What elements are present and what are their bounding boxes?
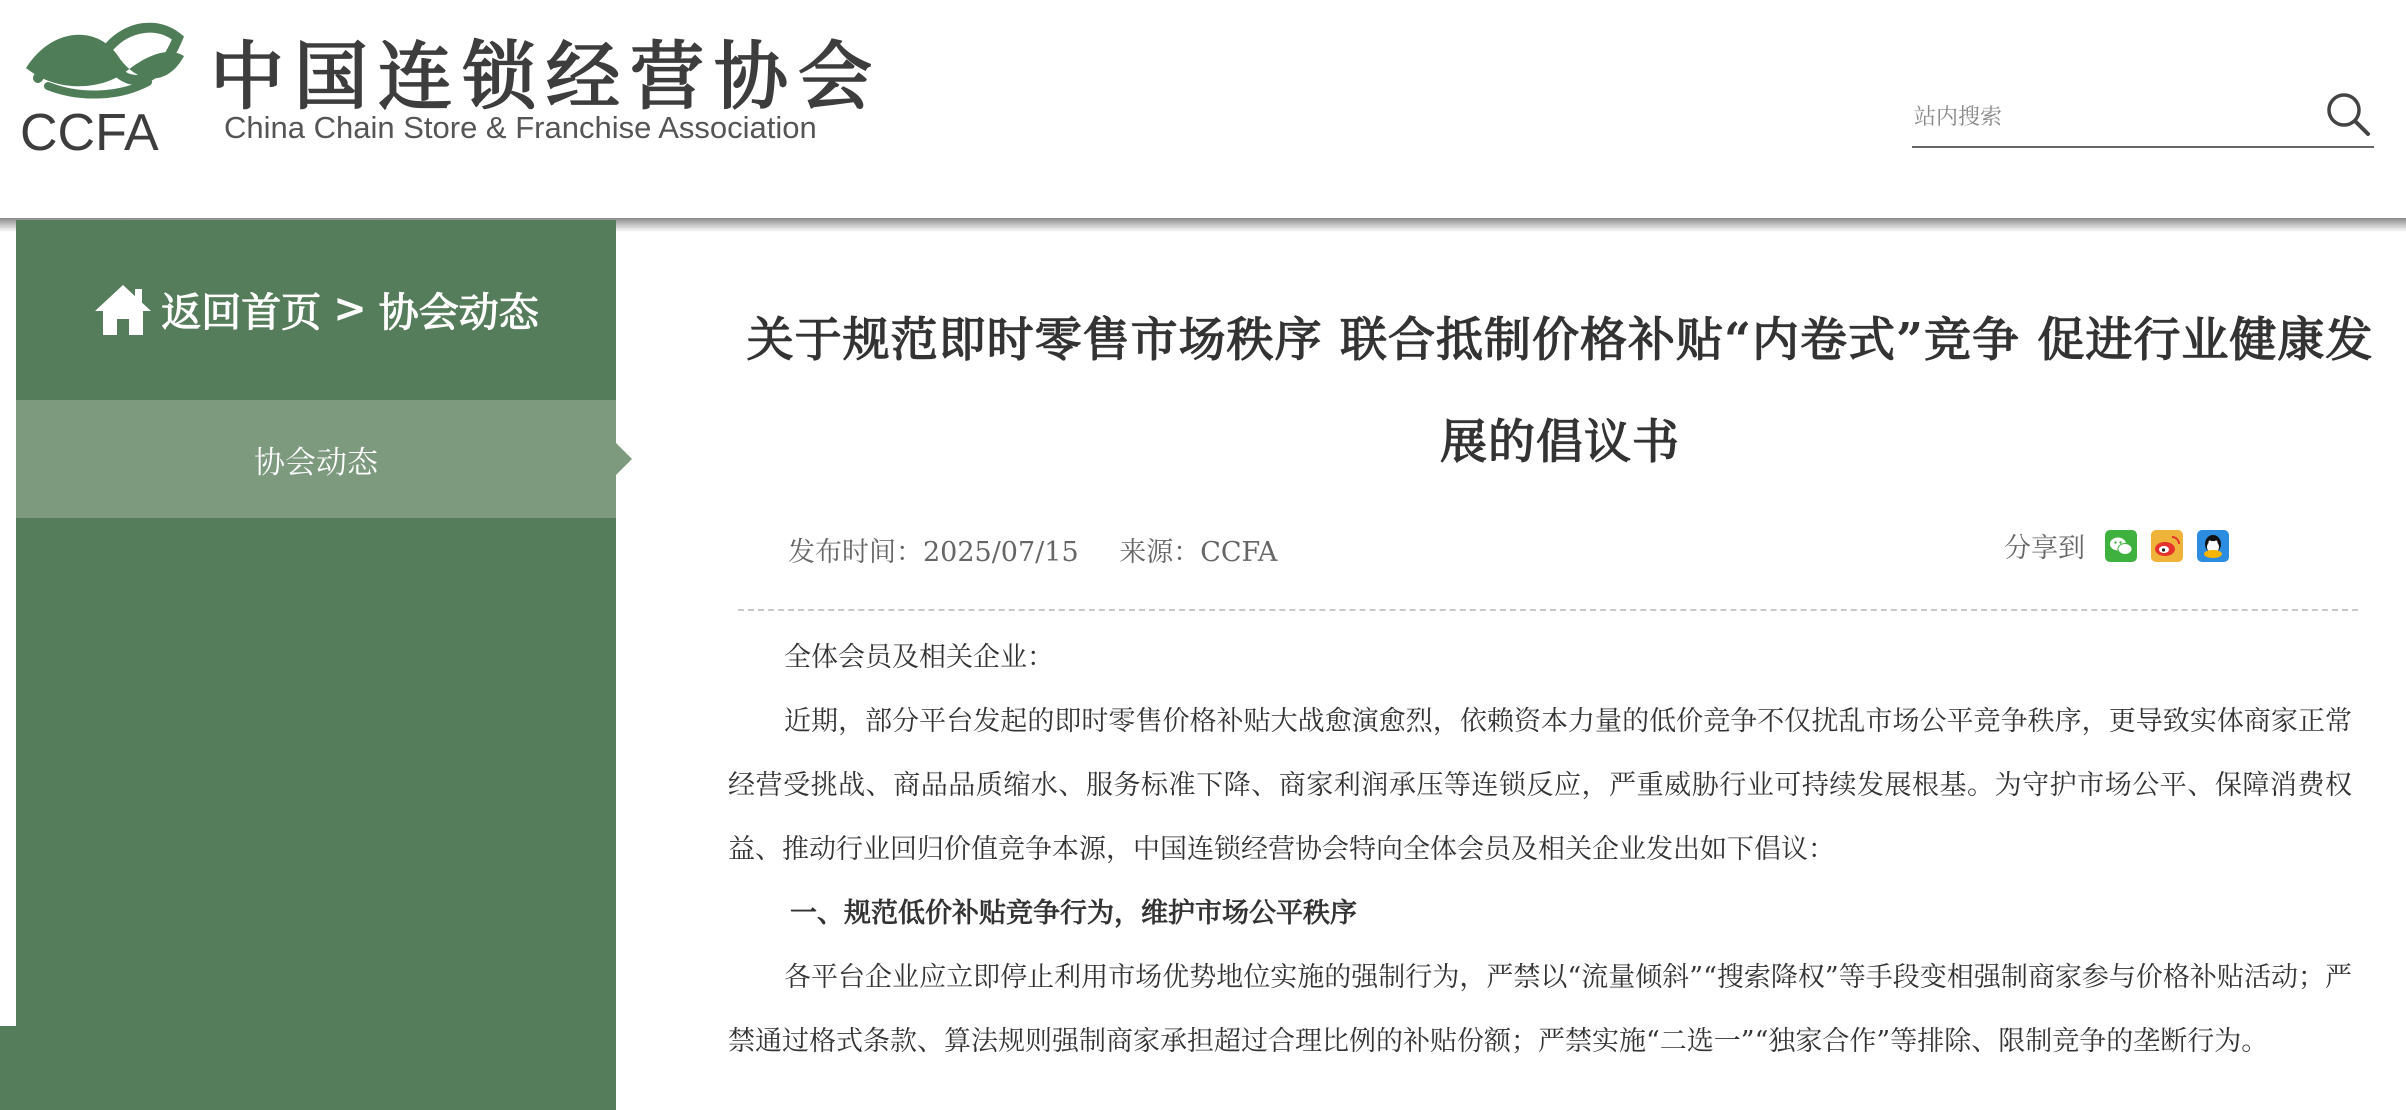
share-label: 分享到 — [2004, 533, 2085, 564]
breadcrumb — [16, 220, 616, 398]
logo-english-name: China Chain Store & Franchise Association — [224, 110, 817, 145]
greeting: 全体会员及相关企业： — [784, 642, 1054, 673]
qq-icon[interactable] — [2197, 530, 2229, 562]
publish-time-label: 发布时间： — [788, 537, 923, 568]
site-header — [0, 0, 2406, 218]
share-bar — [2004, 526, 2243, 565]
search-button[interactable] — [2322, 88, 2374, 140]
sidebar — [16, 220, 616, 1110]
svg-text:CCFA: CCFA — [20, 104, 159, 156]
breadcrumb-home-link[interactable]: 返回首页 — [161, 289, 322, 336]
article-meta — [788, 530, 1309, 569]
search-box — [1912, 88, 2374, 148]
publish-time — [788, 537, 1079, 568]
source-label: 来源： — [1119, 537, 1201, 568]
breadcrumb-section-link[interactable]: 协会动态 — [378, 289, 539, 336]
active-indicator-arrow — [616, 443, 632, 475]
article-title: 关于规范即时零售市场秩序 联合抵制价格补贴“内卷式”竞争 促进行业健康发展的倡议书 — [746, 313, 2374, 470]
search-icon — [2322, 88, 2374, 140]
sidebar-item-label: 协会动态 — [254, 444, 378, 481]
home-icon — [93, 281, 153, 337]
sidebar-edge — [0, 1026, 16, 1110]
paragraph: 近期，部分平台发起的即时零售价格补贴大战愈演愈烈，依赖资本力量的低价竞争不仅扰乱市场公平竞争秩序，更导致实体商家正常经营受挑战、商品品质缩水、服务标准下降、商家利润承压等连锁反应，严重威胁行业可持续发展根基。为守护市场公平、保障消费权益、推动行业回归价值竞争本源，中国连锁经营协会特向全体会员及相关企业发出如下倡议： — [728, 706, 2352, 865]
wechat-icon[interactable] — [2105, 530, 2137, 562]
article-body — [728, 626, 2352, 1074]
search-input[interactable] — [1912, 96, 2296, 138]
article-source — [1119, 537, 1277, 568]
source-value: CCFA — [1200, 537, 1278, 568]
sidebar-item-association-news[interactable] — [16, 400, 616, 518]
logo-chinese-name: 中国连锁经营协会 — [210, 34, 882, 120]
weibo-icon[interactable] — [2151, 530, 2183, 562]
meta-divider — [738, 609, 2358, 611]
paragraph: 各平台企业应立即停止利用市场优势地位实施的强制行为，严禁以“流量倾斜”“搜索降权”等手段变相强制商家参与价格补贴活动；严禁通过格式条款、算法规则强制商家承担超过合理比例的补贴份额；严禁实施“二选一”“独家合作”等排除、限制竞争的垄断行为。 — [728, 962, 2352, 1057]
publish-date: 2025/07/15 — [923, 537, 1079, 568]
section-heading: 一、规范低价补贴竞争行为，维护市场公平秩序 — [790, 898, 1357, 929]
breadcrumb-separator: > — [333, 286, 367, 332]
ccfa-logo-icon[interactable] — [18, 16, 188, 156]
